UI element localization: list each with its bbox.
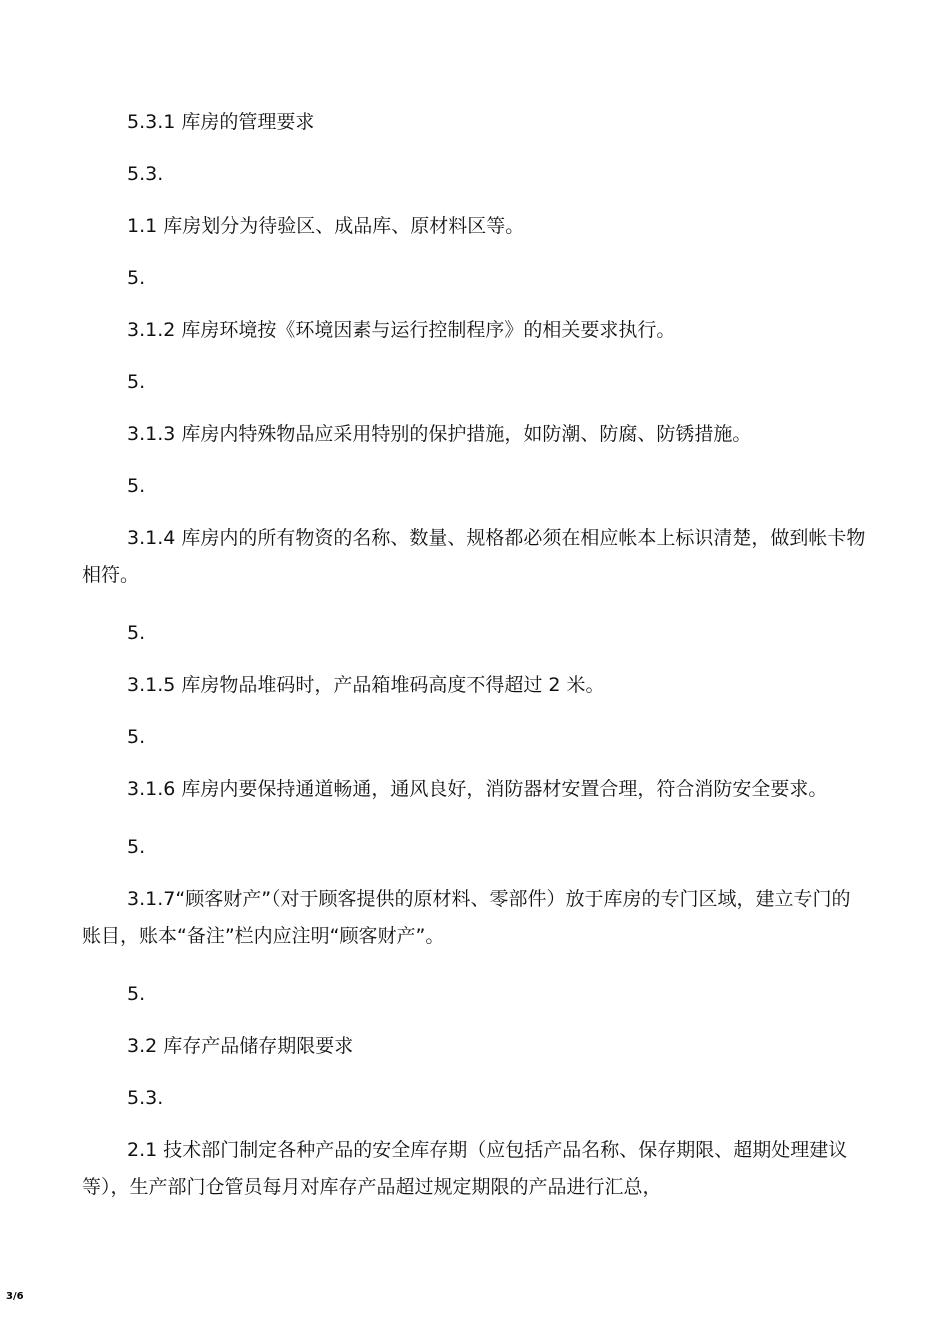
section-heading: 3.2 库存产品储存期限要求 [127, 1035, 354, 1057]
paragraph-number: 5.3. [127, 163, 164, 185]
paragraph: 2.1 技术部门制定各种产品的安全库存期（应包括产品名称、保存期限、超期处理建议等），生产部门仓管员每月对库存产品超过规定期限的产品进行汇总， [82, 1139, 848, 1198]
paragraph: 3.1.7“顾客财产”（对于顾客提供的原材料、零部件）放于库房的专门区域，建立专门的账目，账本“备注”栏内应注明“顾客财产”。 [82, 888, 851, 947]
paragraph-number: 5. [127, 622, 146, 644]
paragraph-number: 5. [127, 475, 146, 497]
paragraph-number: 5. [127, 371, 146, 393]
document-body [82, 104, 868, 1206]
paragraph: 1.1 库房划分为待验区、成品库、原材料区等。 [127, 215, 525, 237]
paragraph-number: 5. [127, 726, 146, 748]
page-number: 3/6 [6, 1291, 24, 1302]
paragraph-number: 5. [127, 836, 146, 858]
paragraph-number: 5. [127, 983, 146, 1005]
paragraph: 3.1.4 库房内的所有物资的名称、数量、规格都必须在相应帐本上标识清楚，做到帐卡物相符。 [82, 527, 866, 586]
paragraph: 3.1.5 库房物品堆码时，产品箱堆码高度不得超过 2 米。 [127, 674, 605, 696]
section-heading: 5.3.1 库房的管理要求 [127, 111, 315, 133]
paragraph-number: 5. [127, 267, 146, 289]
paragraph: 3.1.6 库房内要保持通道畅通，通风良好，消防器材安置合理，符合消防安全要求。 [127, 778, 828, 800]
paragraph-number: 5.3. [127, 1087, 164, 1109]
paragraph: 3.1.2 库房环境按《环境因素与运行控制程序》的相关要求执行。 [127, 319, 676, 341]
paragraph: 3.1.3 库房内特殊物品应采用特别的保护措施，如防潮、防腐、防锈措施。 [127, 423, 752, 445]
